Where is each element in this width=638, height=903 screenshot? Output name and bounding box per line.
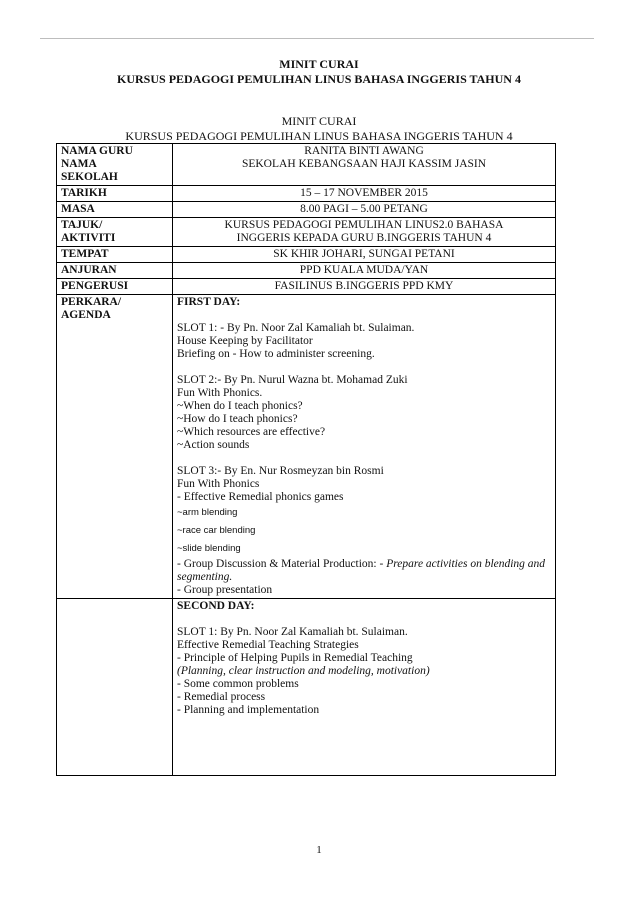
value-date: 15 – 17 NOVEMBER 2015	[173, 186, 556, 202]
row-label	[57, 144, 173, 186]
label-tarikh: TARIKH	[57, 186, 173, 202]
agenda-line: House Keeping by Facilitator	[177, 335, 313, 347]
label-sekolah: SEKOLAH	[61, 171, 118, 183]
page-number: 1	[316, 844, 322, 856]
row-value	[173, 144, 556, 186]
agenda-game: ~slide blending	[177, 543, 241, 554]
label-tempat: TEMPAT	[57, 247, 173, 263]
table-row	[57, 218, 556, 247]
agenda-line: Fun With Phonics.	[177, 387, 263, 399]
row-label	[57, 295, 173, 599]
agenda-game: ~race car blending	[177, 525, 256, 536]
table-caption-title: MINIT CURAI	[281, 114, 357, 128]
agenda-line-italic: (Planning, clear instruction and modeling, motivation)	[177, 665, 430, 677]
label-pengerusi: PENGERUSI	[57, 279, 173, 295]
agenda-line: ~Which resources are effective?	[177, 426, 326, 438]
agenda-line: SLOT 2:- By Pn. Nurul Wazna bt. Mohamad Zuki	[177, 374, 408, 386]
value-course-line-2: INGGERIS KEPADA GURU B.INGGERIS TAHUN 4	[236, 232, 492, 244]
row-label	[57, 218, 173, 247]
value-venue: SK KHIR JOHARI, SUNGAI PETANI	[173, 247, 556, 263]
agenda-day-1	[173, 295, 556, 599]
table-row	[57, 599, 556, 776]
doc-subtitle: KURSUS PEDAGOGI PEMULIHAN LINUS BAHASA INGGERIS TAHUN 4	[117, 72, 521, 86]
day-1-title: FIRST DAY:	[177, 296, 241, 308]
table-row	[57, 247, 556, 263]
label-nama-guru: NAMA GURU	[61, 145, 133, 157]
agenda-group-discussion	[177, 558, 551, 584]
doc-title: MINIT CURAI	[279, 57, 359, 71]
agenda-line: Effective Remedial Teaching Strategies	[177, 639, 359, 651]
minutes-table	[56, 143, 556, 776]
label-tajuk: TAJUK/	[61, 219, 103, 231]
value-time: 8.00 PAGI – 5.00 PETANG	[173, 202, 556, 218]
agenda-line: ~How do I teach phonics?	[177, 413, 298, 425]
agenda-line: ~Action sounds	[177, 439, 250, 451]
agenda-line: SLOT 3:- By En. Nur Rosmeyzan bin Rosmi	[177, 465, 384, 477]
agenda-line: - Planning and implementation	[177, 704, 320, 716]
agenda-line: - Remedial process	[177, 691, 266, 703]
table-caption-subtitle: KURSUS PEDAGOGI PEMULIHAN LINUS BAHASA INGGERIS TAHUN 4	[125, 129, 513, 143]
agenda-line: Briefing on - How to administer screening.	[177, 348, 375, 360]
value-teacher-name: RANITA BINTI AWANG	[304, 145, 424, 157]
agenda-line: SLOT 1: - By Pn. Noor Zal Kamaliah bt. Sulaiman.	[177, 322, 415, 334]
table-row	[57, 295, 556, 599]
label-agenda: AGENDA	[61, 309, 111, 321]
label-anjuran: ANJURAN	[57, 263, 173, 279]
group-discussion-prefix: - Group Discussion & Material Production:	[177, 558, 380, 570]
label-masa: MASA	[57, 202, 173, 218]
agenda-day-2	[173, 599, 556, 776]
table-row	[57, 144, 556, 186]
table-row	[57, 202, 556, 218]
value-organizer: PPD KUALA MUDA/YAN	[173, 263, 556, 279]
day-2-title: SECOND DAY:	[177, 600, 255, 612]
table-row	[57, 279, 556, 295]
label-perkara: PERKARA/	[61, 296, 122, 308]
agenda-line: ~When do I teach phonics?	[177, 400, 303, 412]
table-row	[57, 263, 556, 279]
group-discussion-italic: - Prepare activities on blending and segmenting.	[177, 558, 546, 583]
value-course-line-1: KURSUS PEDAGOGI PEMULIHAN LINUS2.0 BAHASA	[224, 219, 504, 231]
row-label-empty	[57, 599, 173, 776]
agenda-game: ~arm blending	[177, 507, 238, 518]
agenda-line: - Some common problems	[177, 678, 299, 690]
label-nama: NAMA	[61, 158, 97, 170]
agenda-line: SLOT 1: By Pn. Noor Zal Kamaliah bt. Sulaiman.	[177, 626, 408, 638]
label-aktiviti: AKTIVITI	[61, 232, 116, 244]
agenda-line: - Principle of Helping Pupils in Remedial Teaching	[177, 652, 413, 664]
header-rule	[40, 38, 594, 39]
agenda-line: - Group presentation	[177, 584, 273, 596]
value-chairperson: FASILINUS B.INGGERIS PPD KMY	[173, 279, 556, 295]
value-school-name: SEKOLAH KEBANGSAAN HAJI KASSIM JASIN	[241, 158, 487, 170]
agenda-line: - Effective Remedial phonics games	[177, 491, 344, 503]
table-row	[57, 186, 556, 202]
agenda-line: Fun With Phonics	[177, 478, 260, 490]
row-value	[173, 218, 556, 247]
